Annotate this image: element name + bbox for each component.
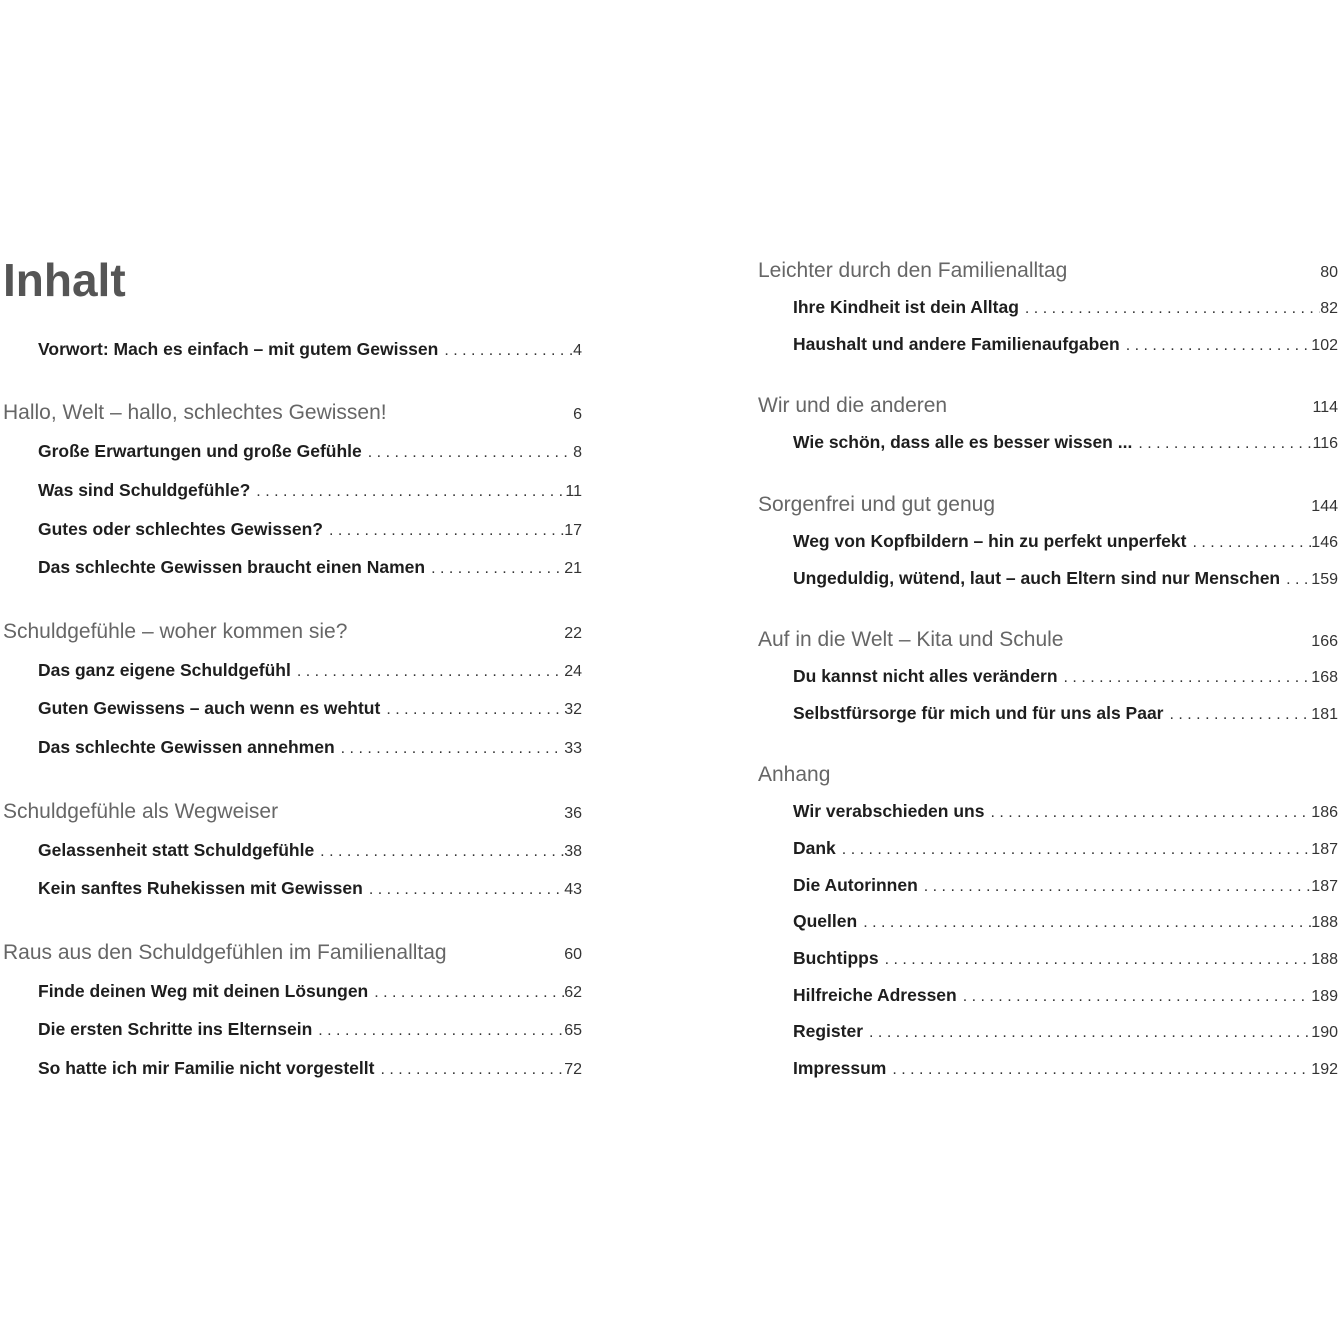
toc-entry-label: Weg von Kopfbildern – hin zu perfekt unperfekt [793, 531, 1187, 551]
page-title: Inhalt [3, 254, 126, 306]
toc-page-number: 181 [1311, 706, 1338, 723]
toc-chapter-heading[interactable] [755, 492, 1338, 520]
toc-entry-label: So hatte ich mir Familie nicht vorgestellt [38, 1058, 375, 1078]
toc-page-number: 38 [564, 843, 582, 860]
chapter-page-number: 22 [564, 625, 582, 642]
chapter-page-number: 114 [1312, 399, 1338, 416]
toc-entry[interactable] [0, 657, 582, 685]
dot-leader [1132, 431, 1312, 457]
toc-entry[interactable] [755, 429, 1338, 457]
dot-leader [250, 479, 565, 505]
toc-entry[interactable] [0, 516, 582, 544]
toc-page-number: 186 [1311, 804, 1338, 821]
toc-page-number: 187 [1311, 841, 1338, 858]
toc-entry[interactable] [755, 798, 1338, 826]
toc-entry[interactable] [755, 908, 1338, 936]
dot-leader [425, 556, 564, 582]
dot-leader [857, 910, 1311, 936]
toc-page-number: 159 [1311, 571, 1338, 588]
toc-page-number: 72 [564, 1061, 582, 1078]
dot-leader [879, 947, 1312, 973]
toc-entry[interactable] [755, 982, 1338, 1010]
toc-page-number: 62 [564, 984, 582, 1001]
toc-entry[interactable] [755, 945, 1338, 973]
dot-leader [1019, 296, 1320, 322]
toc-entry[interactable] [755, 1055, 1338, 1083]
toc-entry-label: Vorwort: Mach es einfach – mit gutem Gewissen [38, 339, 439, 359]
dot-leader [368, 980, 564, 1006]
dot-leader [335, 736, 565, 762]
toc-page-number: 21 [564, 560, 582, 577]
toc-entry[interactable] [0, 554, 582, 582]
dot-leader [362, 440, 573, 466]
toc-chapter-heading[interactable] [755, 627, 1338, 655]
toc-chapter-heading[interactable] [0, 619, 582, 647]
dot-leader [1058, 665, 1312, 691]
toc-chapter-heading[interactable] [0, 400, 582, 428]
toc-entry[interactable] [0, 1016, 582, 1044]
dot-leader [1280, 567, 1311, 593]
toc-page-number: 146 [1311, 534, 1338, 551]
toc-entry-label: Wir verabschieden uns [793, 801, 985, 821]
toc-page-number: 187 [1311, 878, 1338, 895]
toc-entry-label: Guten Gewissens – auch wenn es wehtut [38, 698, 381, 718]
toc-page-number: 168 [1311, 669, 1338, 686]
toc-entry-label: Gelassenheit statt Schuldgefühle [38, 840, 315, 860]
toc-entry[interactable] [755, 528, 1338, 556]
dot-leader [1120, 333, 1312, 359]
chapter-title: Leichter durch den Familienalltag [758, 259, 1068, 282]
toc-entry-label: Register [793, 1021, 864, 1041]
toc-page-number: 188 [1311, 951, 1338, 968]
chapter-title: Schuldgefühle – woher kommen sie? [3, 620, 348, 643]
toc-entry-label: Finde deinen Weg mit deinen Lösungen [38, 981, 369, 1001]
chapter-page-number: 144 [1311, 498, 1338, 515]
dot-leader [374, 1057, 564, 1083]
toc-entry[interactable] [755, 835, 1338, 863]
toc-entry-label: Die ersten Schritte ins Elternsein [38, 1019, 313, 1039]
toc-entry[interactable] [0, 837, 582, 865]
dot-leader [291, 659, 564, 685]
chapter-page-number: 36 [564, 805, 582, 822]
toc-page-number: 189 [1311, 988, 1338, 1005]
chapter-title: Schuldgefühle als Wegweiser [3, 800, 279, 823]
dot-leader [314, 839, 564, 865]
chapter-page-number: 60 [564, 946, 582, 963]
toc-entry-label: Impressum [793, 1058, 887, 1078]
dot-leader [836, 837, 1312, 863]
toc-page-number: 17 [564, 522, 582, 539]
toc-page-number: 43 [564, 881, 582, 898]
dot-leader [323, 518, 564, 544]
toc-chapter-heading[interactable] [0, 799, 582, 827]
dot-leader [984, 800, 1311, 826]
toc-entry-label: Große Erwartungen und große Gefühle [38, 441, 362, 461]
toc-entry[interactable] [0, 875, 582, 903]
toc-entry-label: Dank [793, 838, 836, 858]
chapter-page-number: 6 [573, 406, 582, 423]
toc-page-number: 11 [565, 483, 582, 500]
dot-leader [1164, 702, 1312, 728]
toc-entry-label: Das ganz eigene Schuldgefühl [38, 660, 291, 680]
toc-entry-label: Haushalt und andere Familienaufgaben [793, 334, 1120, 354]
toc-page-number: 65 [564, 1022, 582, 1039]
toc-page-number: 102 [1311, 337, 1338, 354]
toc-entry[interactable] [0, 438, 582, 466]
dot-leader [886, 1057, 1311, 1083]
toc-page-number: 82 [1320, 300, 1338, 317]
toc-page-number: 33 [564, 740, 582, 757]
dot-leader [363, 877, 564, 903]
dot-leader [1186, 530, 1311, 556]
toc-entry-label: Du kannst nicht alles verändern [793, 666, 1058, 686]
chapter-title: Raus aus den Schuldgefühlen im Familienalltag [3, 941, 447, 964]
toc-page-number: 188 [1311, 914, 1338, 931]
toc-page-number: 192 [1311, 1061, 1338, 1078]
toc-entry[interactable] [755, 872, 1338, 900]
toc-page-number: 116 [1312, 435, 1338, 452]
toc-entry[interactable] [755, 294, 1338, 322]
toc-entry-label: Ungeduldig, wütend, laut – auch Eltern sind nur Menschen [793, 568, 1281, 588]
dot-leader [863, 1020, 1311, 1046]
toc-entry-label: Das schlechte Gewissen annehmen [38, 737, 335, 757]
toc-entry-label: Gutes oder schlechtes Gewissen? [38, 519, 323, 539]
toc-entry-label: Was sind Schuldgefühle? [38, 480, 251, 500]
toc-entry[interactable] [755, 331, 1338, 359]
toc-page-number: 32 [564, 701, 582, 718]
toc-page-number: 4 [573, 342, 582, 359]
toc-entry[interactable] [0, 1055, 582, 1083]
toc-entry[interactable] [755, 663, 1338, 691]
toc-entry[interactable] [755, 1018, 1338, 1046]
toc-entry[interactable] [0, 695, 582, 723]
toc-entry-label: Selbstfürsorge für mich und für uns als Paar [793, 703, 1164, 723]
toc-entry-label: Hilfreiche Adressen [793, 985, 957, 1005]
toc-chapter-heading[interactable] [755, 393, 1338, 421]
toc-entry-label: Die Autorinnen [793, 875, 918, 895]
chapter-page-number: 80 [1320, 264, 1338, 281]
toc-chapter-heading[interactable] [0, 940, 582, 968]
dot-leader [438, 338, 573, 364]
toc-page-number: 24 [564, 663, 582, 680]
chapter-title: Anhang [758, 763, 831, 786]
toc-page-number: 190 [1311, 1024, 1338, 1041]
chapter-title: Hallo, Welt – hallo, schlechtes Gewissen! [3, 401, 387, 424]
chapter-title: Wir und die anderen [758, 394, 948, 417]
toc-entry[interactable] [0, 734, 582, 762]
toc-entry-label: Quellen [793, 911, 858, 931]
toc-chapter-heading[interactable] [755, 762, 1338, 788]
dot-leader [957, 984, 1312, 1010]
toc-entry[interactable] [755, 700, 1338, 728]
toc-page-number: 8 [573, 444, 582, 461]
toc-entry-label: Wie schön, dass alle es besser wissen ... [793, 432, 1133, 452]
dot-leader [380, 697, 564, 723]
dot-leader [312, 1018, 564, 1044]
chapter-title: Auf in die Welt – Kita und Schule [758, 628, 1064, 651]
dot-leader [918, 874, 1312, 900]
toc-entry[interactable] [0, 477, 582, 505]
toc-entry[interactable] [0, 978, 582, 1006]
toc-entry-label: Ihre Kindheit ist dein Alltag [793, 297, 1019, 317]
chapter-page-number: 166 [1311, 633, 1338, 650]
toc-entry-label: Kein sanftes Ruhekissen mit Gewissen [38, 878, 363, 898]
toc-entry-label: Buchtipps [793, 948, 879, 968]
chapter-title: Sorgenfrei und gut genug [758, 493, 996, 516]
toc-chapter-heading[interactable] [755, 258, 1338, 286]
toc-entry[interactable] [755, 565, 1338, 593]
toc-entry-preface[interactable] [0, 336, 582, 364]
toc-entry-label: Das schlechte Gewissen braucht einen Namen [38, 557, 426, 577]
